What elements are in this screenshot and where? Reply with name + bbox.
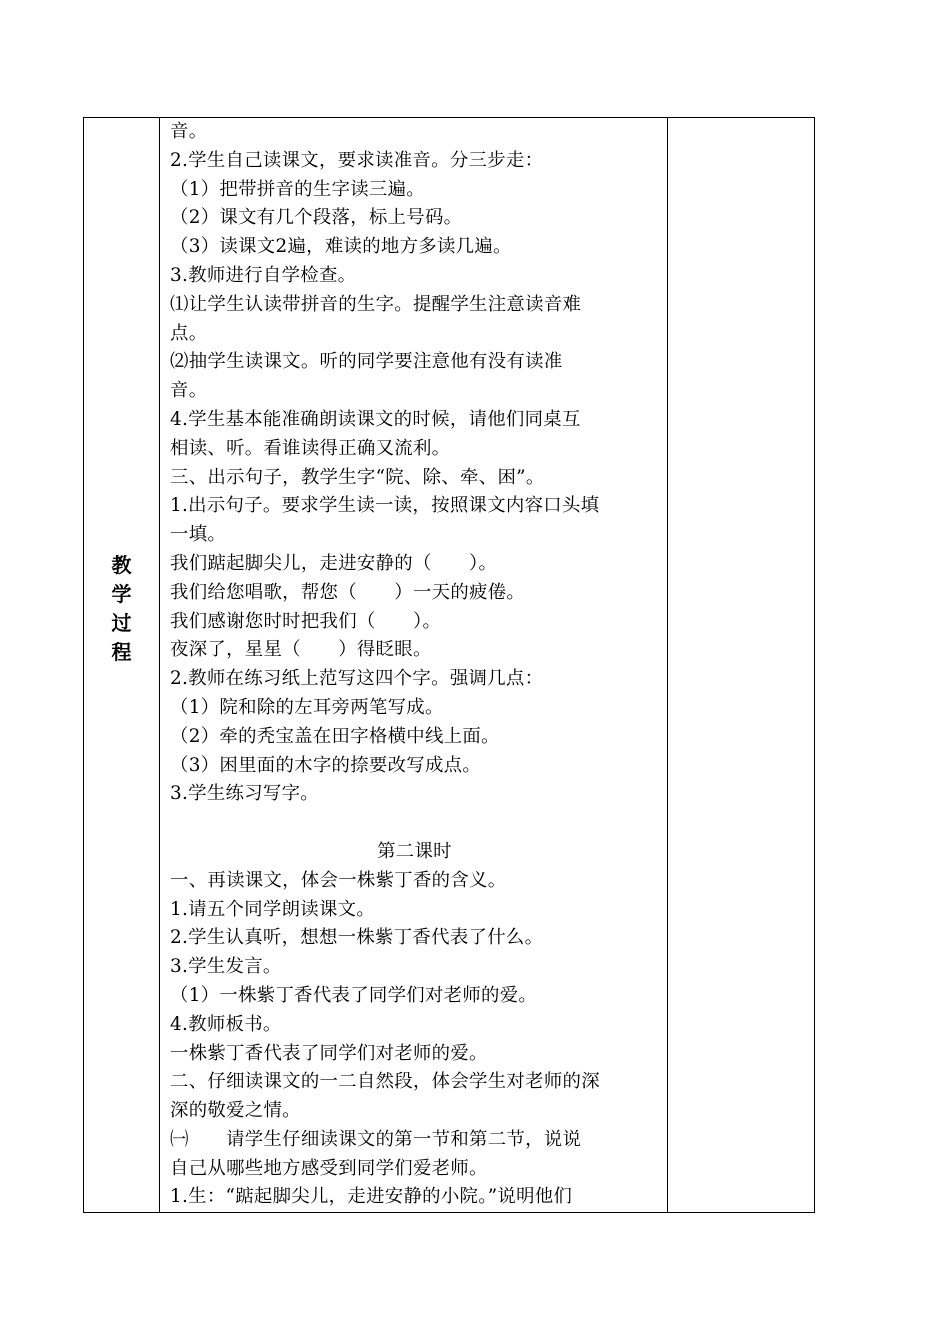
text-line: 自己从哪些地方感受到同学们爱老师。 xyxy=(170,1157,488,1179)
text-line: 1.出示句子。要求学生读一读，按照课文内容口头填 xyxy=(170,495,600,517)
text-line: 我们感谢您时时把我们（ ）。 xyxy=(170,610,442,632)
text-line xyxy=(170,809,659,838)
text-line: 1.生：“踮起脚尖儿，走进安静的小院。”说明他们 xyxy=(170,1186,573,1208)
text-line: 深的敬爱之情。 xyxy=(170,1100,301,1122)
text-line: （2）课文有几个段落，标上号码。 xyxy=(170,207,463,229)
text-line: 2.学生认真听，想想一株紫丁香代表了什么。 xyxy=(170,927,544,949)
lesson-subheading: 第二课时 xyxy=(377,840,452,862)
text-line: （3）困里面的木字的捺要改写成点。 xyxy=(170,754,482,776)
text-line: 一填。 xyxy=(170,524,227,546)
content-cell xyxy=(160,118,668,1213)
text-line: 一、再读课文，体会一株紫丁香的含义。 xyxy=(170,869,507,891)
text-line: （3）读课文2遍，难读的地方多读几遍。 xyxy=(170,236,512,258)
text-line: 3.学生发言。 xyxy=(170,956,282,978)
text-line: 夜深了，星星（ ）得眨眼。 xyxy=(170,639,432,661)
text-line: 1.请五个同学朗读课文。 xyxy=(170,898,376,920)
text-line: 3.学生练习写字。 xyxy=(170,783,319,805)
table-row xyxy=(84,118,815,1213)
text-line: （2）牵的秃宝盖在田字格横中线上面。 xyxy=(170,725,500,747)
text-line: ㈠ 请学生仔细读课文的第一节和第二节，说说 xyxy=(170,1128,582,1150)
text-line: （1）一株紫丁香代表了同学们对老师的爱。 xyxy=(170,984,538,1006)
section-label-char: 程 xyxy=(111,640,132,665)
text-line: ⑴让学生认读带拼音的生字。提醒学生注意读音难 xyxy=(170,293,582,315)
text-line: 点。 xyxy=(170,322,208,344)
section-label-char: 教 xyxy=(111,553,132,578)
text-line: 二、仔细读课文的一二自然段，体会学生对老师的深 xyxy=(170,1071,600,1093)
lesson-content xyxy=(160,118,667,1212)
text-line: （1）把带拼音的生字读三遍。 xyxy=(170,178,425,200)
section-label xyxy=(84,551,159,779)
text-line: 2.学生自己读课文，要求读准音。分三步走： xyxy=(170,149,544,171)
text-line: 音。 xyxy=(170,380,208,402)
text-line: ⑵抽学生读课文。听的同学要注意他有没有读准 xyxy=(170,351,563,373)
section-label-cell xyxy=(84,118,160,1213)
section-label-char: 过 xyxy=(111,611,132,636)
section-label-char: 学 xyxy=(111,582,132,607)
text-line: 4.教师板书。 xyxy=(170,1013,282,1035)
text-line: 一株紫丁香代表了同学们对老师的爱。 xyxy=(170,1042,488,1064)
text-line: 4.学生基本能准确朗读课文的时候，请他们同桌互 xyxy=(170,408,581,430)
text-line: 音。 xyxy=(170,121,208,142)
text-line: 2.教师在练习纸上范写这四个字。强调几点： xyxy=(170,668,544,690)
text-line: 3.教师进行自学检查。 xyxy=(170,264,357,286)
lesson-plan-table xyxy=(83,117,815,1213)
notes-cell xyxy=(668,118,815,1213)
text-line: 相读、听。看谁读得正确又流利。 xyxy=(170,437,451,459)
text-line: （1）院和除的左耳旁两笔写成。 xyxy=(170,696,444,718)
text-line: 我们给您唱歌，帮您（ ）一天的疲倦。 xyxy=(170,581,526,603)
text-line: 我们踮起脚尖儿，走进安静的（ ）。 xyxy=(170,552,498,574)
text-line: 三、出示句子，教学生字“院、除、牵、困”。 xyxy=(170,466,545,488)
